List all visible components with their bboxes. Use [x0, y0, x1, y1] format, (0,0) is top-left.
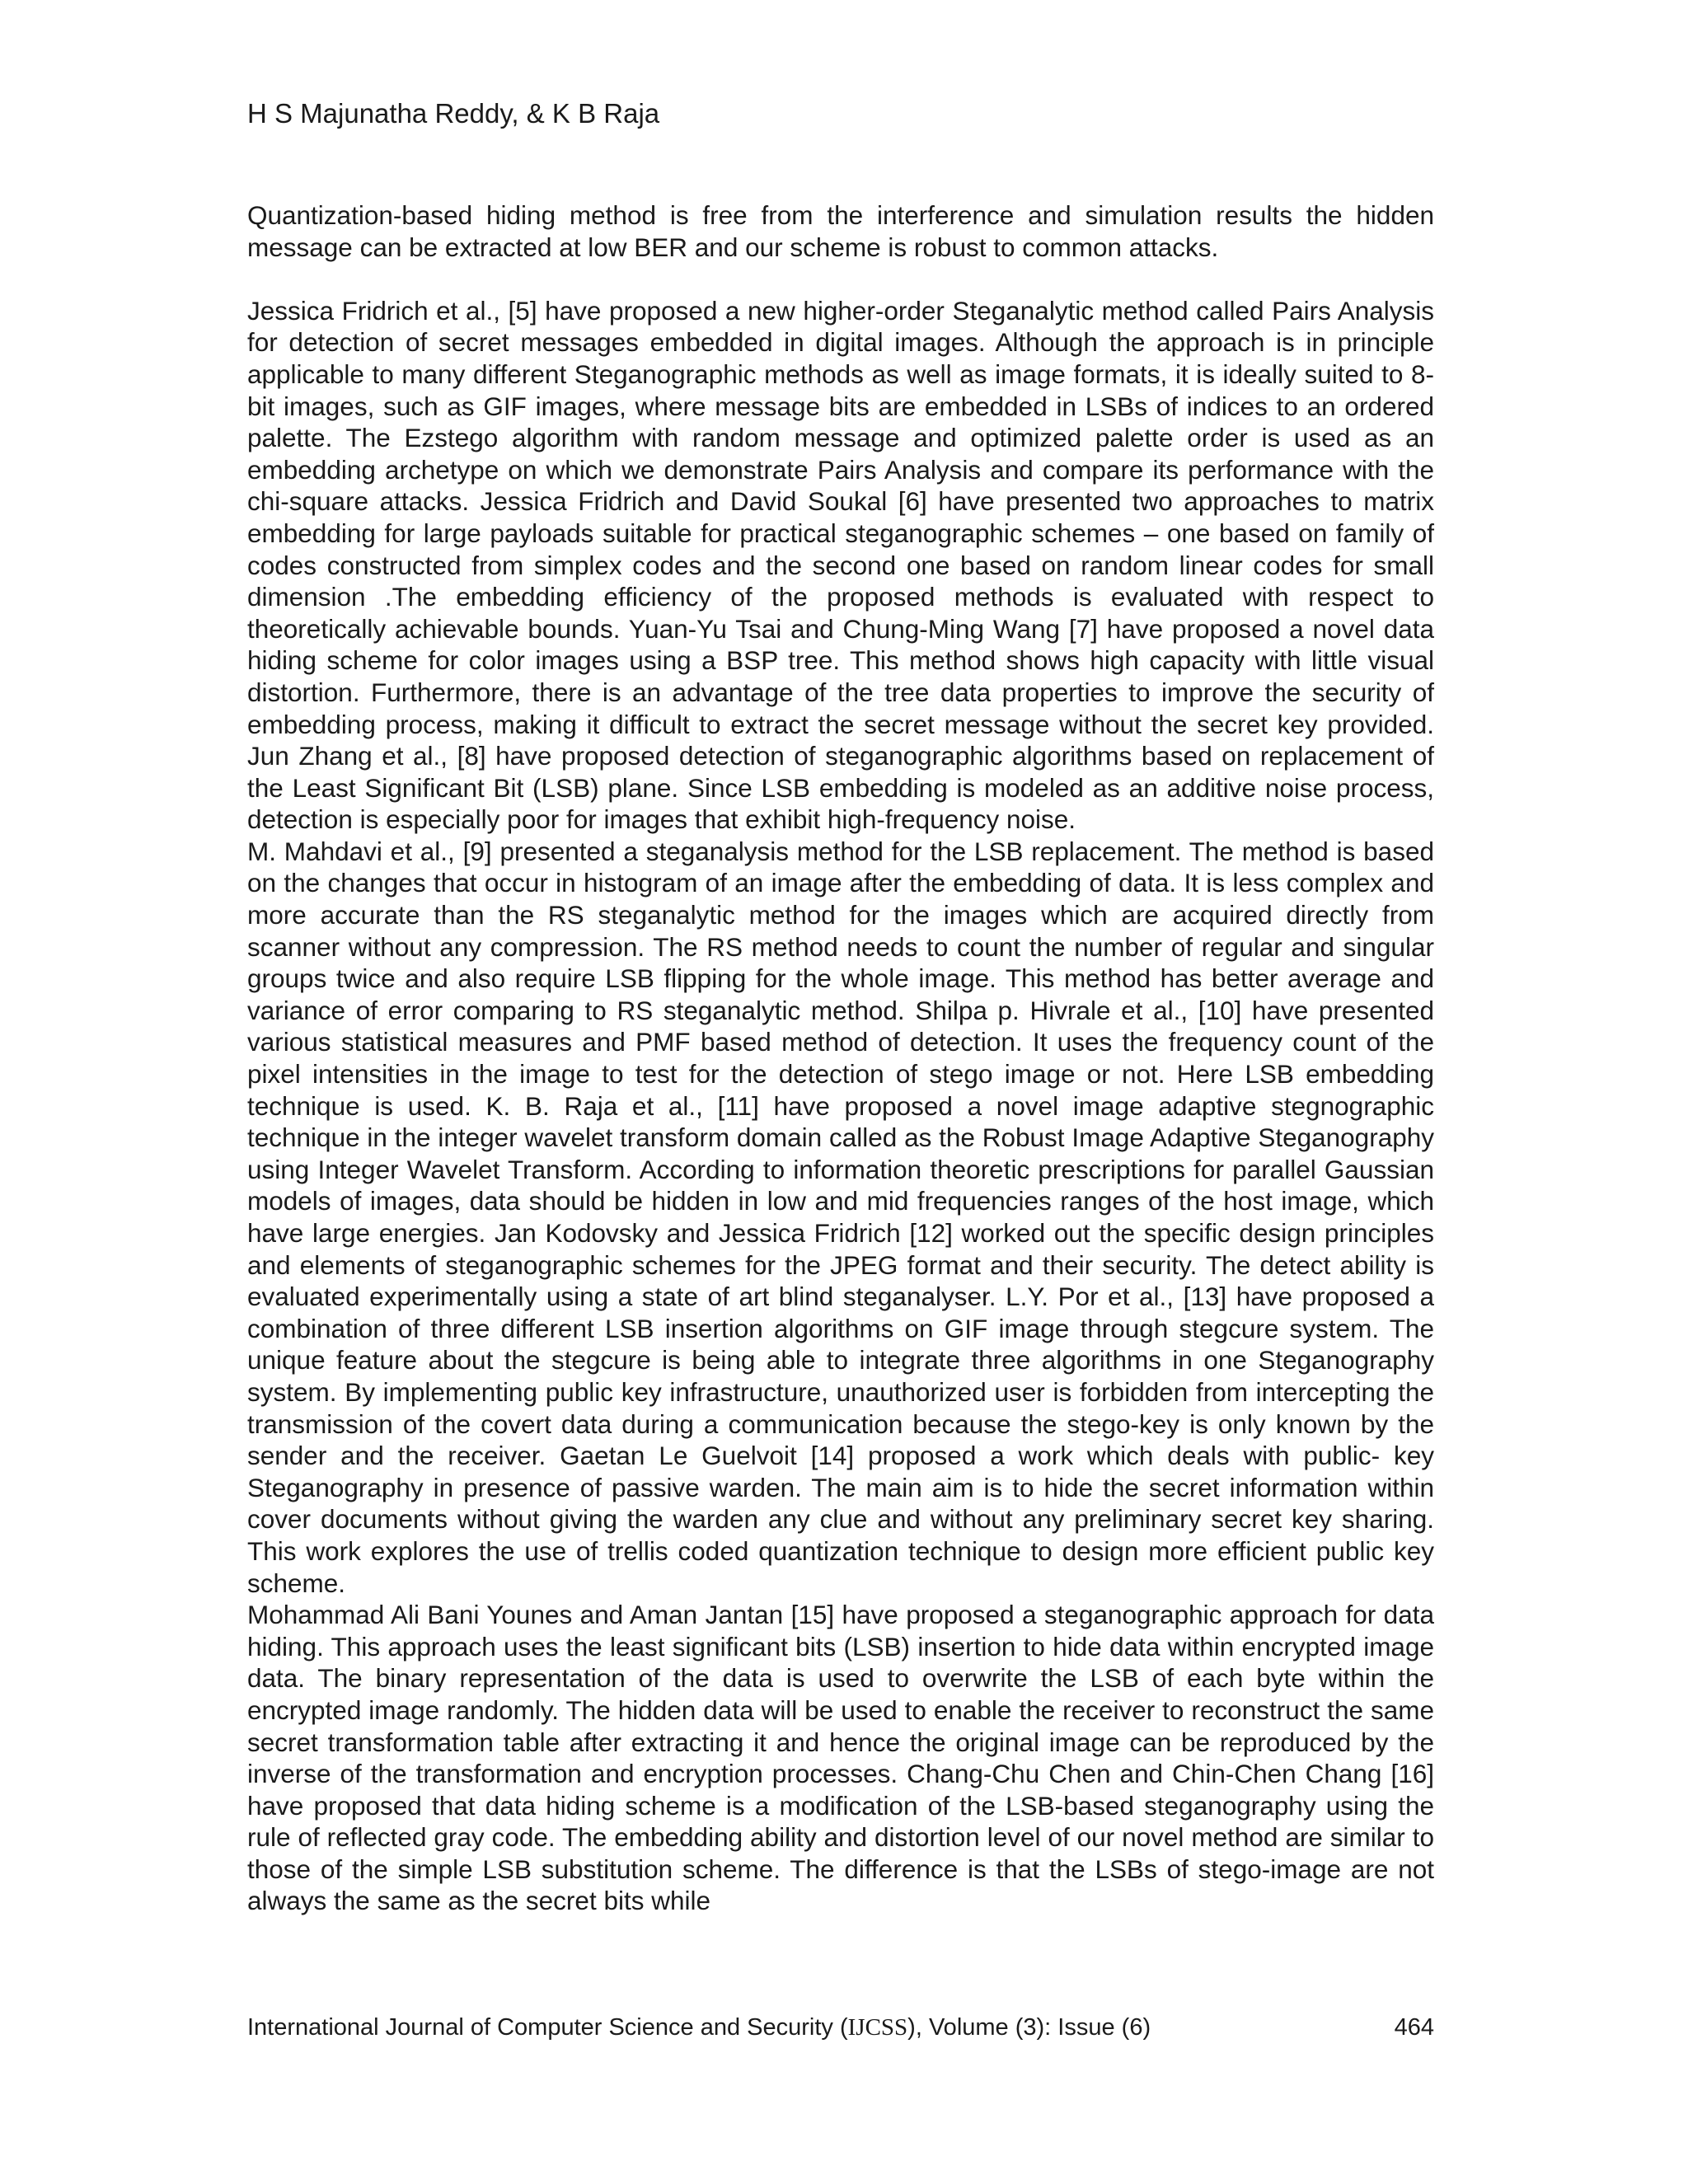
footer-journal — [247, 2013, 1151, 2042]
footer-journal-abbr: IJCSS — [847, 2014, 908, 2041]
footer-page-number: 464 — [1394, 2014, 1434, 2041]
footer-journal-prefix: International Journal of Computer Science and Security ( — [247, 2014, 848, 2041]
running-head-authors: H S Majunatha Reddy, & K B Raja — [247, 98, 660, 129]
paragraph-lsb-replacement: M. Mahdavi et al., [9] presented a steganalysis method for the LSB replacement. The method is based on the changes that occur in histogram of an image after the embedding of data. It is less complex and more accurate than the RS steganalytic method for the images which are acquired directly from scanner without any compression. The RS method needs to count the number of regular and singular groups twice and also require LSB flipping for the whole image. This method has better average and variance of error comparing to RS steganalytic method. Shilpa p. Hivrale et al., [10] have presented various statistical measures and PMF based method of detection. It uses the frequency count of the pixel intensities in the image to test for the detection of stego image or not. Here LSB embedding technique is used. K. B. Raja et al., [11] have proposed a novel image adaptive stegnographic technique in the integer wavelet transform domain called as the Robust Image Adaptive Steganography using Integer Wavelet Transform. According to information theoretic prescriptions for parallel Gaussian models of images, data should be hidden in low and mid frequencies ranges of the host image, which have large energies. Jan Kodovsky and Jessica Fridrich [12] worked out the specific design principles and elements of steganographic schemes for the JPEG format and their security. The detect ability is evaluated experimentally using a state of art blind steganalyser. L.Y. Por et al., [13] have proposed a combination of three different LSB insertion algorithms on GIF image through stegcure system. The unique feature about the stegcure is being able to integrate three algorithms in one Steganography system. By implementing public key infrastructure, unauthorized user is forbidden from intercepting the transmission of the covert data during a communication because the stego-key is only known by the sender and the receiver. Gaetan Le Guelvoit [14] proposed a work which deals with public- key Steganography in presence of passive warden. The main aim is to hide the secret information within cover documents without giving the warden any clue and without any preliminary secret key sharing. This work explores the use of trellis coded quantization technique to design more efficient public key scheme. — [247, 836, 1434, 1598]
paragraph-pairs-analysis: Jessica Fridrich et al., [5] have proposed a new higher-order Steganalytic method called Pairs Analysis for detection of secret messages embedded in digital images. Although the approach is in principle applicable to many different Steganographic methods as well as image formats, it is ideally suited to 8-bit images, such as GIF images, where message bits are embedded in LSBs of indices to an ordered palette. The Ezstego algorithm with random message and optimized palette order is used as an embedding archetype on which we demonstrate Pairs Analysis and compare its performance with the chi-square attacks. Jessica Fridrich and David Soukal [6] have presented two approaches to matrix embedding for large payloads suitable for practical steganographic schemes – one based on family of codes constructed from simplex codes and the second one based on random linear codes for small dimension .The embedding efficiency of the proposed methods is evaluated with respect to theoretically achievable bounds. Yuan-Yu Tsai and Chung-Ming Wang [7] have proposed a novel data hiding scheme for color images using a BSP tree. This method shows high capacity with little visual distortion. Furthermore, there is an advantage of the tree data properties to improve the security of embedding process, making it difficult to extract the secret message without the secret key provided. Jun Zhang et al., [8] have proposed detection of steganographic algorithms based on replacement of the Least Significant Bit (LSB) plane. Since LSB embedding is modeled as an additive noise process, detection is especially poor for images that exhibit high-frequency noise. — [247, 295, 1434, 835]
footer-journal-suffix: ), Volume (3): Issue (6) — [907, 2014, 1151, 2041]
paragraph-quantization: Quantization-based hiding method is free from the interference and simulation results the hidden message can be extracted at low BER and our scheme is robust to common attacks. — [247, 200, 1434, 262]
paragraph-encrypted-image: Mohammad Ali Bani Younes and Aman Jantan [15] have proposed a steganographic approach for data hiding. This approach uses the least significant bits (LSB) insertion to hide data within encrypted image data. The binary representation of the data is used to overwrite the LSB of each byte within the encrypted image randomly. The hidden data will be used to enable the receiver to reconstruct the same secret transformation table after extracting it and hence the original image can be reproduced by the inverse of the transformation and encryption processes. Chang-Chu Chen and Chin-Chen Chang [16] have proposed that data hiding scheme is a modification of the LSB-based steganography using the rule of reflected gray code. The embedding ability and distortion level of our novel method are similar to those of the simple LSB substitution scheme. The difference is that the LSBs of stego-image are not always the same as the secret bits while — [247, 1600, 1434, 1916]
body-text — [247, 199, 1434, 1917]
